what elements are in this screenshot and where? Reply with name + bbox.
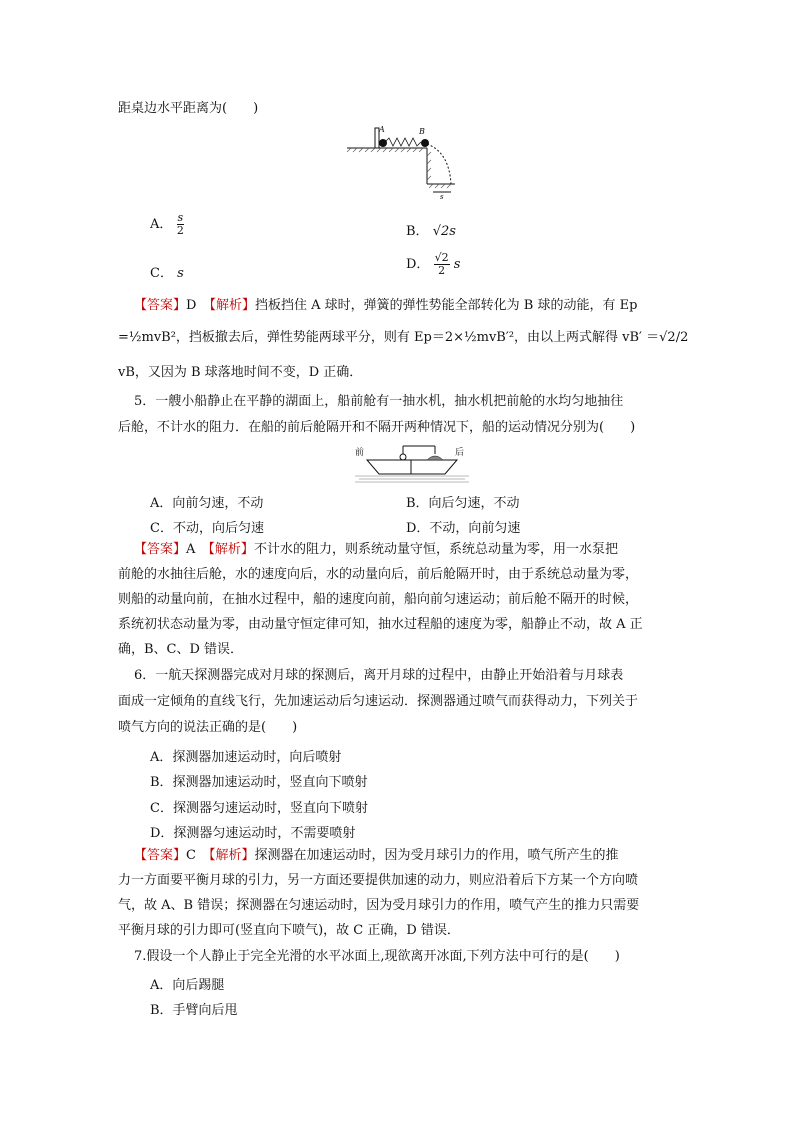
analysis-text: 不计水的阻力，则系统动量守恒，系统总动量为零，用一水泵把 xyxy=(253,542,618,557)
q5-stem-line1: 5．一艘小船静止在平静的湖面上，船前舱有一抽水机，抽水机把前舱的水均匀地抽往 xyxy=(134,394,624,409)
answer-value: C xyxy=(186,848,196,863)
q6-stem-line2: 面成一定倾角的直线飞行，先加速运动后匀速运动．探测器通过喷气而获得动力，下列关于 xyxy=(118,694,639,709)
q4-option-d[interactable] xyxy=(406,252,460,277)
answer-value: A xyxy=(186,542,196,557)
analysis-tag: 【解析】 xyxy=(208,542,254,557)
q6-analysis-line4: 平衡月球的引力即可(竖直向下喷气)，故 C 正确，D 错误． xyxy=(118,923,460,938)
q6-analysis-line2: 力一方面要平衡月球的引力，另一方面还要提供加速的动力，则应沿着后下方某一个方向喷 xyxy=(118,873,639,888)
q4-option-b-label: B． xyxy=(406,224,429,239)
q4-option-d-label: D． xyxy=(406,257,430,272)
q5-analysis-line3: 则船的动量向前，在抽水过程中，船的速度向前，船向前匀速运动；前后舱不隔开的时候， xyxy=(118,592,639,607)
fraction: $\frac{√2}{2}$ xyxy=(434,251,449,277)
analysis-tag: 【解析】 xyxy=(209,298,255,313)
q4-analysis-line3: vB，又因为 B 球落地时间不变，D 正确． xyxy=(118,365,363,380)
analysis-tag: 【解析】 xyxy=(208,848,255,863)
q4-answer-line xyxy=(134,298,637,314)
answer-value: D xyxy=(186,298,197,313)
q5-option-d[interactable]: D．不动，向前匀速 xyxy=(406,521,521,536)
q6-stem-line3: 喷气方向的说法正确的是( ) xyxy=(118,720,298,735)
q6-option-a[interactable]: A．探测器加速运动时，向后喷射 xyxy=(150,750,342,765)
q5-option-c[interactable]: C．不动，向后匀速 xyxy=(150,521,264,536)
q5-option-b[interactable]: B．向后匀速，不动 xyxy=(406,496,520,511)
q4-option-a-label: A． xyxy=(150,217,173,232)
q5-option-a[interactable]: A．向前匀速，不动 xyxy=(150,496,264,511)
q5-boat-figure xyxy=(353,440,471,484)
q4-option-b[interactable] xyxy=(406,220,456,239)
fraction: $\frac{s}{2}$ xyxy=(176,211,184,237)
q4-stem-tail: 距桌边水平距离为( ) xyxy=(118,101,259,116)
q4-option-c[interactable] xyxy=(150,262,184,281)
q4-spring-table-figure xyxy=(345,122,455,204)
q5-analysis-line5: 确，B、C、D 错误． xyxy=(118,642,244,657)
q6-answer-line xyxy=(134,848,619,864)
q6-analysis-line3: 气，故 A、B 错误；探测器在匀速运动时，因为受月球引力的作用，喷气产生的推力只需要 xyxy=(118,898,640,913)
q4-option-c-label: C． xyxy=(150,266,173,281)
analysis-text: 探测器在加速运动时，因为受月球引力的作用，喷气所产生的推 xyxy=(254,848,619,863)
q4-option-a[interactable] xyxy=(150,212,184,237)
q7-option-b[interactable]: B．手臂向后甩 xyxy=(150,1003,238,1018)
q6-option-b[interactable]: B．探测器加速运动时，竖直向下喷射 xyxy=(150,775,368,790)
label-back: 后 xyxy=(455,448,465,458)
label-b: B xyxy=(419,127,425,136)
q7-option-a[interactable]: A．向后踢腿 xyxy=(150,978,225,993)
q6-option-d[interactable]: D．探测器匀速运动时，不需要喷射 xyxy=(150,826,356,841)
q5-answer-line xyxy=(134,542,618,558)
answer-tag: 【答案】 xyxy=(134,542,187,557)
answer-tag: 【答案】 xyxy=(134,848,187,863)
answer-tag: 【答案】 xyxy=(134,298,187,313)
analysis-text: 挡板挡住 A 球时，弹簧的弹性势能全部转化为 B 球的动能，有 Ep xyxy=(254,298,638,313)
label-a: A xyxy=(379,125,385,134)
label-front: 前 xyxy=(355,448,365,458)
q5-analysis-line4: 系统初状态动量为零，由动量守恒定律可知，抽水过程船的速度为零，船静止不动，故 A 正 xyxy=(118,617,643,632)
q4-analysis-line2: =½mvB²，挡板撤去后，弹性势能两球平分，则有 Ep＝2×½mvB′²，由以上两式解得 vB′ ＝√2/2 xyxy=(118,330,689,345)
q6-stem-line1: 6．一航天探测器完成对月球的探测后，离开月球的过程中，由静止开始沿着与月球表 xyxy=(134,668,624,683)
q7-stem: 7.假设一个人静止于完全光滑的水平冰面上,现欲离开冰面,下列方法中可行的是( ) xyxy=(134,949,620,964)
q4-option-b-expr: √2s xyxy=(432,224,456,239)
q5-analysis-line2: 前舱的水抽往后舱，水的速度向后，水的动量向后，前后舱隔开时，由于系统总动量为零， xyxy=(118,567,639,582)
q5-stem-line2: 后舱，不计水的阻力．在船的前后舱隔开和不隔开两种情况下，船的运动情况分别为( ) xyxy=(118,420,636,435)
label-s: s xyxy=(440,193,444,201)
q4-option-c-expr: s xyxy=(177,266,184,281)
q6-option-c[interactable]: C．探测器匀速运动时，竖直向下喷射 xyxy=(150,801,368,816)
q4-option-d-var: s xyxy=(453,257,461,272)
